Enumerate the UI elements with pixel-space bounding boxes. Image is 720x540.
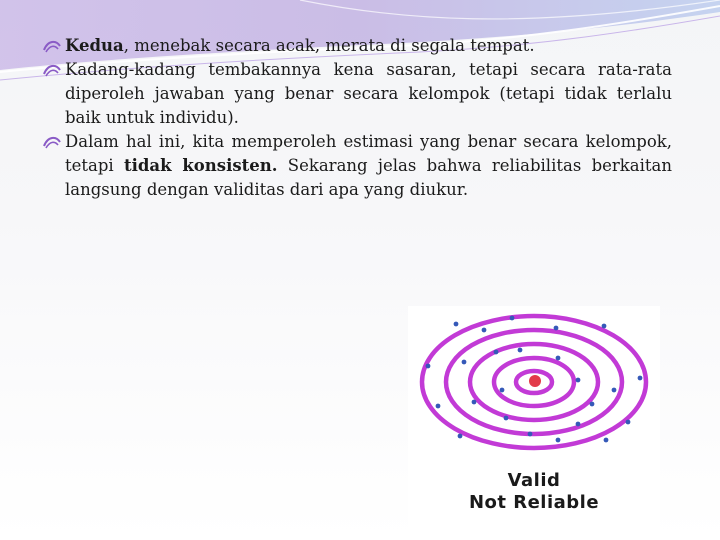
bullet-icon (42, 60, 62, 80)
figure-caption-line-1: Valid (507, 470, 561, 491)
bullet-3-text-after: Sekarang jelas bahwa reliabilitas berkaitan langsung dengan validitas dari apa yang diukur. (65, 156, 672, 199)
bullet-list (40, 34, 672, 202)
target-figure (408, 306, 660, 534)
bullseye-dot (529, 375, 541, 387)
bullet-item-1 (40, 34, 672, 58)
bullet-3-text-before: Dalam hal ini, kita memperoleh estimasi yang benar secara kelompok, tetapi (65, 132, 672, 175)
bullet-icon (42, 36, 62, 56)
figure-caption-line-2: Not Reliable (468, 492, 600, 513)
target-rings-icon (408, 306, 660, 466)
bullet-3-bold: tidak konsisten. (124, 156, 278, 175)
bullet-1-text: , menebak secara acak, merata di segala tempat. (123, 36, 535, 55)
bullet-item-2 (40, 58, 672, 130)
bullet-icon (42, 132, 62, 152)
bullet-item-3 (40, 130, 672, 202)
bullet-1-lead: Kedua (65, 36, 124, 55)
bullet-2-text: Kadang-kadang tembakannya kena sasaran, tetapi secara rata-rata diperoleh jawaban yang benar secara kelompok (tetapi tidak terlalu baik untuk individu). (65, 60, 672, 127)
